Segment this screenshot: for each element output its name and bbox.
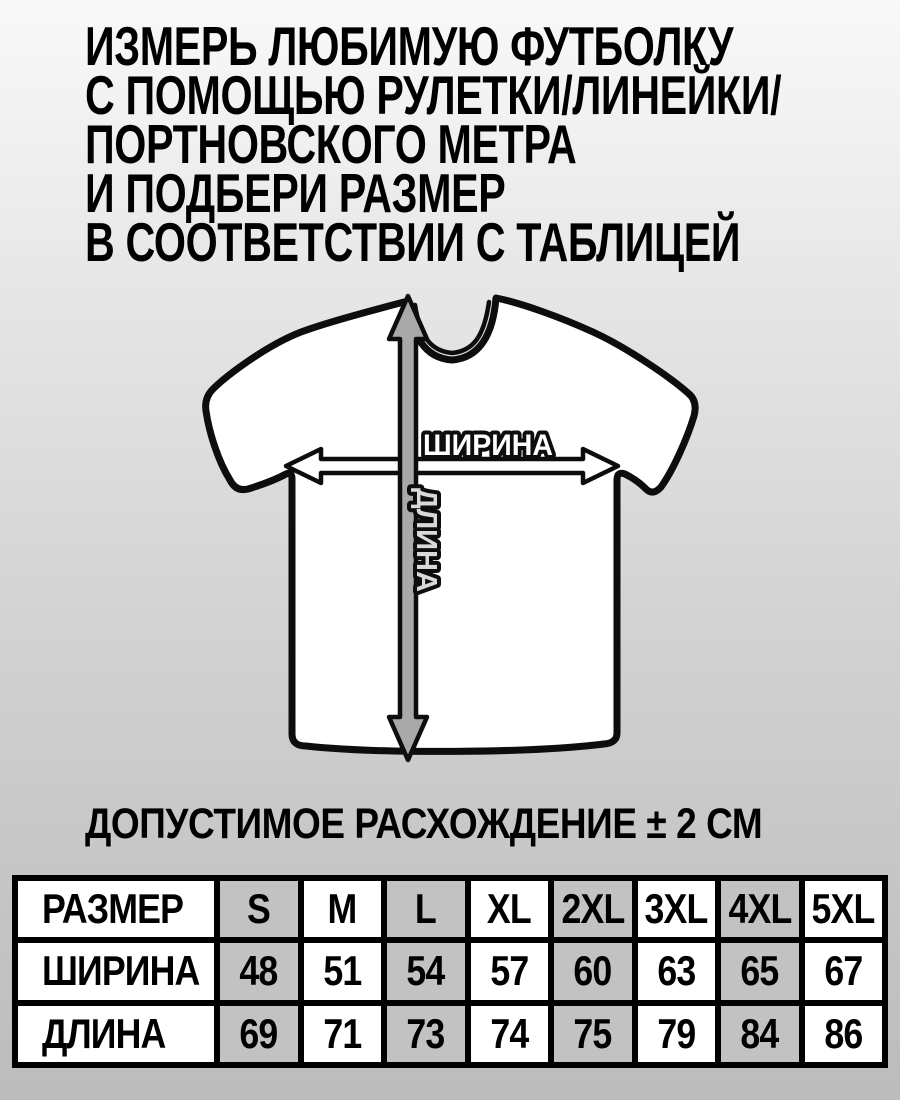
size-column-header: 2XL [554,881,632,937]
size-column-header: 4XL [721,881,799,937]
width-label: ШИРИНА [423,429,553,462]
width-value-cell: 67 [805,943,883,999]
size-column-header: XL [471,881,549,937]
size-column-header: 5XL [805,881,883,937]
length-value-cell: 74 [471,1006,549,1062]
length-value-cell: 71 [304,1006,382,1062]
length-label: ДЛИНА [410,488,442,592]
width-value-cell: 51 [304,943,382,999]
width-value-cell: 65 [721,943,799,999]
heading-line: ИЗМЕРЬ ЛЮБИМУЮ ФУТБОЛКУ [85,15,734,77]
size-column-header: M [304,881,382,937]
heading-line: ПОРТНОВСКОГО МЕТРА [85,113,577,175]
length-value-cell: 84 [721,1006,799,1062]
length-value-cell: 69 [220,1006,298,1062]
size-table [12,875,888,1068]
length-row-label: ДЛИНА [18,1006,214,1062]
instruction-heading [85,15,900,273]
tshirt-outline [206,298,696,751]
length-value-cell: 75 [554,1006,632,1062]
size-column-header: L [387,881,465,937]
width-row-label: ШИРИНА [18,943,214,999]
length-value-cell: 79 [638,1006,716,1062]
width-value-cell: 57 [471,943,549,999]
tolerance-note: ДОПУСТИМОЕ РАСХОЖДЕНИЕ ± 2 СМ [85,800,763,848]
width-value-cell: 63 [638,943,716,999]
width-value-cell: 60 [554,943,632,999]
tshirt-measurement-diagram [180,285,720,770]
size-table-corner-header: РАЗМЕР [18,881,214,937]
size-column-header: 3XL [638,881,716,937]
heading-line: И ПОДБЕРИ РАЗМЕР [85,162,506,224]
length-value-cell: 73 [387,1006,465,1062]
width-value-cell: 48 [220,943,298,999]
size-column-header: S [220,881,298,937]
heading-line: С ПОМОЩЬЮ РУЛЕТКИ/ЛИНЕЙКИ/ [85,64,782,126]
heading-line: В СООТВЕТСТВИИ С ТАБЛИЦЕЙ [85,211,741,273]
length-value-cell: 86 [805,1006,883,1062]
width-value-cell: 54 [387,943,465,999]
